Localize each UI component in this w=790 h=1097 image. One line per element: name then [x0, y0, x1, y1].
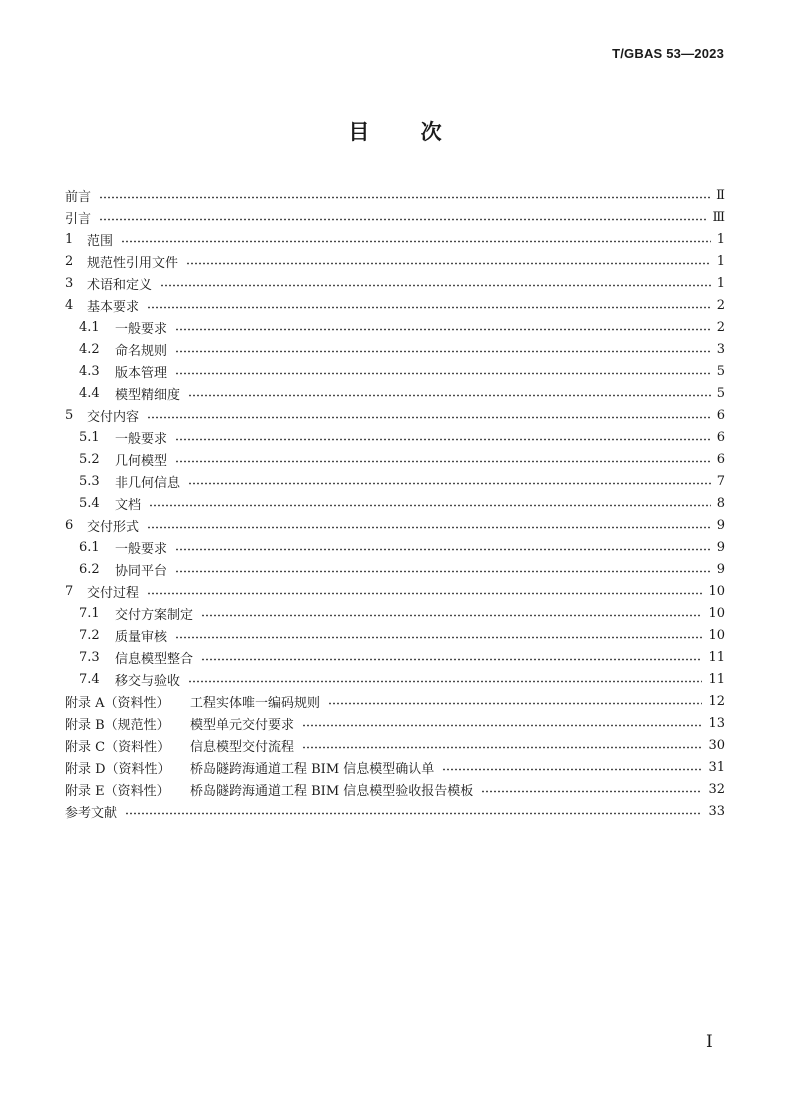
toc-entry-number: 3 — [65, 275, 74, 291]
toc-entry-page: 11 — [708, 671, 725, 687]
toc-entry-number: 6.1 — [79, 539, 100, 555]
toc-entry-title: 模型精细度 — [115, 387, 181, 403]
toc-entry — [65, 382, 725, 404]
toc-entry-page: 6 — [716, 407, 725, 423]
toc-entry-title: 几何模型 — [115, 453, 168, 469]
toc-entry-number: 附录 A（资料性） — [65, 695, 170, 711]
toc-entry-title: 交付内容 — [87, 409, 140, 425]
toc-entry-title: 交付形式 — [87, 519, 140, 535]
toc-entry — [65, 338, 725, 360]
toc-entry-number: 1 — [65, 231, 74, 247]
toc-entry — [65, 492, 725, 514]
toc-entry-page: 6 — [716, 451, 725, 467]
toc-entry-page: 8 — [716, 495, 725, 511]
toc-entry-title: 命名规则 — [115, 343, 168, 359]
toc-dot-leader — [99, 218, 706, 221]
toc-entry-number: 6 — [65, 517, 74, 533]
toc-entry — [65, 426, 725, 448]
page-number: I — [706, 1032, 713, 1052]
toc-entry-number: 7.2 — [79, 627, 100, 643]
toc-entry — [65, 800, 725, 822]
toc-entry-page: 12 — [708, 693, 725, 709]
toc-dot-leader — [147, 306, 711, 309]
toc-entry — [65, 668, 725, 690]
toc-entry-number: 5.2 — [79, 451, 100, 467]
toc-entry-number: 7.1 — [79, 605, 100, 621]
toc-entry-number: 7.3 — [79, 649, 100, 665]
toc-entry-number: 7.4 — [79, 671, 100, 687]
toc-entry-page: 10 — [708, 605, 725, 621]
toc-entry-title: 范围 — [87, 233, 114, 249]
toc-entry-number: 5.1 — [79, 429, 100, 445]
toc-entry-title: 协同平台 — [115, 563, 168, 579]
toc-entry — [65, 316, 725, 338]
toc-entry-page: 10 — [708, 583, 725, 599]
toc-entry — [65, 448, 725, 470]
toc-entry-page: 2 — [716, 319, 725, 335]
toc-entry — [65, 536, 725, 558]
toc-dot-leader — [147, 592, 702, 595]
toc-entry-page: 30 — [708, 737, 725, 753]
toc-entry-title: 非几何信息 — [115, 475, 181, 491]
toc-entry-title: 前言 — [65, 189, 92, 205]
toc-dot-leader — [175, 350, 711, 353]
toc-entry-number: 5.4 — [79, 495, 100, 511]
toc-dot-leader — [175, 328, 711, 331]
toc-entry-number: 4 — [65, 297, 74, 313]
toc-dot-leader — [442, 768, 702, 771]
toc-entry-title: 交付过程 — [87, 585, 140, 601]
toc-entry — [65, 206, 725, 228]
toc-entry — [65, 470, 725, 492]
toc-entry-title: 一般要求 — [115, 541, 168, 557]
toc-entry-title: 一般要求 — [115, 431, 168, 447]
toc-entry-number: 4.1 — [79, 319, 100, 335]
standard-code: T/GBAS 53—2023 — [612, 46, 724, 61]
toc-dot-leader — [175, 570, 711, 573]
toc-dot-leader — [149, 504, 711, 507]
toc-entry-title: 质量审核 — [115, 629, 168, 645]
toc-dot-leader — [328, 702, 702, 705]
toc-entry-title: 交付方案制定 — [115, 607, 194, 623]
toc-dot-leader — [302, 724, 702, 727]
toc-entry-title: 基本要求 — [87, 299, 140, 315]
toc-dot-leader — [147, 416, 711, 419]
toc-entry-title: 移交与验收 — [115, 673, 181, 689]
toc-entry — [65, 294, 725, 316]
toc-entry-number: 5.3 — [79, 473, 100, 489]
toc-entry-number: 5 — [65, 407, 74, 423]
toc-entry-page: Ⅲ — [712, 209, 725, 225]
toc-dot-leader — [201, 614, 702, 617]
toc-dot-leader — [147, 526, 711, 529]
toc-entry-number: 附录 C（资料性） — [65, 739, 171, 755]
toc-entry — [65, 734, 725, 756]
toc-entry-page: 7 — [716, 473, 725, 489]
toc-entry-number: 附录 D（资料性） — [65, 761, 171, 777]
page-title: 目 次 — [348, 119, 442, 144]
toc-entry-page: 9 — [716, 561, 725, 577]
toc-entry-page: 10 — [708, 627, 725, 643]
toc-entry-title: 信息模型整合 — [115, 651, 194, 667]
toc-entry — [65, 360, 725, 382]
toc-entry-page: 33 — [708, 803, 725, 819]
toc-dot-leader — [481, 790, 702, 793]
toc-entry-page: 1 — [716, 231, 725, 247]
toc-entry — [65, 404, 725, 426]
toc-entry-number: 4.2 — [79, 341, 100, 357]
toc-dot-leader — [188, 394, 711, 397]
toc-entry — [65, 580, 725, 602]
toc-dot-leader — [175, 460, 711, 463]
toc-entry-number: 附录 E（资料性） — [65, 783, 170, 799]
toc-dot-leader — [99, 196, 710, 199]
toc-entry — [65, 778, 725, 800]
toc-entry-page: 5 — [716, 363, 725, 379]
toc-entry-page: 9 — [716, 517, 725, 533]
toc-entry-title: 规范性引用文件 — [87, 255, 179, 271]
toc-dot-leader — [175, 438, 711, 441]
toc-entry-page: 6 — [716, 429, 725, 445]
toc-entry-title: 术语和定义 — [87, 277, 153, 293]
toc-dot-leader — [160, 284, 711, 287]
toc-entry — [65, 756, 725, 778]
toc-dot-leader — [188, 680, 702, 683]
toc-dot-leader — [125, 812, 702, 815]
toc-dot-leader — [302, 746, 702, 749]
toc-entry — [65, 250, 725, 272]
toc-dot-leader — [175, 372, 711, 375]
toc-entry — [65, 558, 725, 580]
toc-entry-page: 13 — [708, 715, 725, 731]
toc-entry-page: 32 — [708, 781, 725, 797]
toc-dot-leader — [175, 636, 702, 639]
toc-entry — [65, 272, 725, 294]
toc-dot-leader — [188, 482, 711, 485]
toc-entry-title: 文档 — [115, 497, 142, 513]
toc-entry — [65, 690, 725, 712]
toc-entry-page: 9 — [716, 539, 725, 555]
toc-entry-title: 一般要求 — [115, 321, 168, 337]
toc-dot-leader — [201, 658, 702, 661]
toc-entry — [65, 514, 725, 536]
toc-entry-number: 4.3 — [79, 363, 100, 379]
toc-entry-title: 版本管理 — [115, 365, 168, 381]
toc-dot-leader — [121, 240, 711, 243]
toc-entry — [65, 228, 725, 250]
toc-dot-leader — [175, 548, 711, 551]
toc-dot-leader — [186, 262, 711, 265]
table-of-contents — [65, 184, 725, 822]
toc-entry-page: 1 — [716, 275, 725, 291]
toc-entry-title: 引言 — [65, 211, 92, 227]
toc-entry-number: 附录 B（规范性） — [65, 717, 170, 733]
toc-entry-page: 31 — [708, 759, 725, 775]
toc-entry — [65, 624, 725, 646]
toc-entry-number: 6.2 — [79, 561, 100, 577]
toc-entry-title: 桥岛隧跨海通道工程 BIM 信息模型验收报告模板 — [190, 783, 474, 799]
toc-entry-page: 3 — [716, 341, 725, 357]
toc-entry-title: 参考文献 — [65, 805, 118, 821]
toc-entry — [65, 184, 725, 206]
toc-entry-title: 信息模型交付流程 — [190, 739, 295, 755]
toc-entry-page: Ⅱ — [716, 187, 725, 203]
toc-entry-page: 5 — [716, 385, 725, 401]
toc-entry — [65, 602, 725, 624]
toc-entry-number: 7 — [65, 583, 74, 599]
toc-entry-page: 1 — [716, 253, 725, 269]
toc-entry-title: 模型单元交付要求 — [190, 717, 295, 733]
toc-entry-number: 2 — [65, 253, 74, 269]
toc-entry-title: 工程实体唯一编码规则 — [190, 695, 321, 711]
toc-entry-page: 11 — [708, 649, 725, 665]
toc-entry-title: 桥岛隧跨海通道工程 BIM 信息模型确认单 — [190, 761, 435, 777]
toc-entry-number: 4.4 — [79, 385, 100, 401]
toc-entry — [65, 646, 725, 668]
toc-entry — [65, 712, 725, 734]
toc-entry-page: 2 — [716, 297, 725, 313]
